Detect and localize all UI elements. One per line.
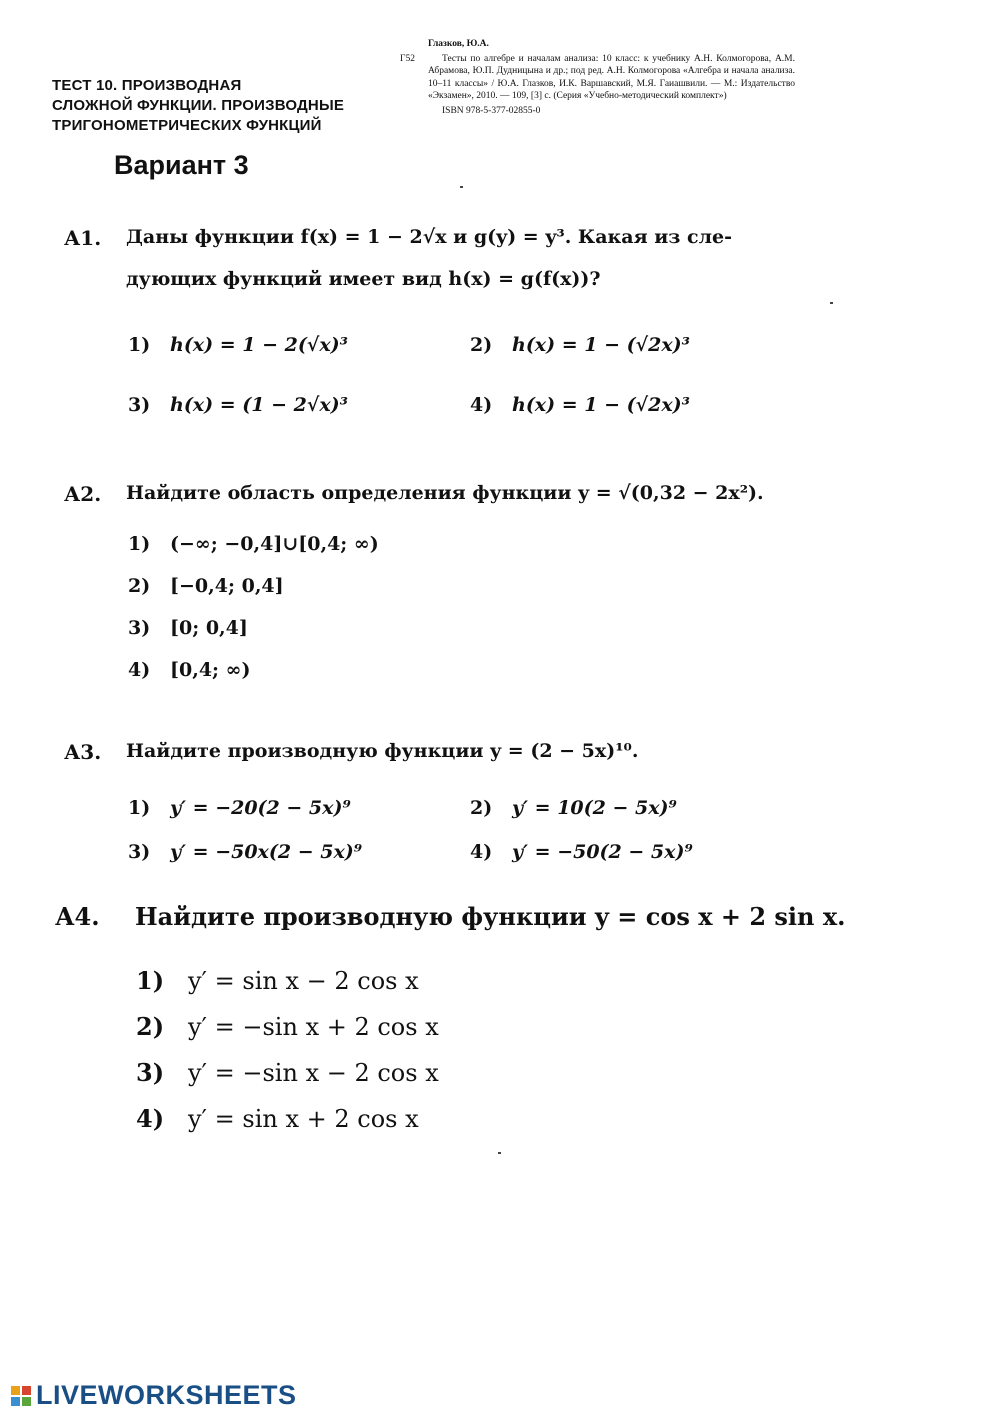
- biblio-isbn: ISBN 978-5-377-02855-0: [442, 105, 541, 116]
- option-number: 4): [128, 659, 151, 681]
- scan-speck: [830, 302, 833, 304]
- answer-option[interactable]: [470, 841, 693, 863]
- biblio-text: Тесты по алгебре и началам анализа: 10 класс: к учебнику А.Н. Колмогорова, А.М. Абрамова, Ю.П. Дудницына и др.; под ред. А.Н. Колмогорова «Алгебра и начала анализа. 10–11 классы» / Ю.А. Глазков, И.К. Варшавский, М.Я. Гаиашвили. — М.: Издательство «Экзамен», 2010. — 109, [3] с. (Серия «Учебно-методический комплект»): [428, 53, 795, 101]
- answer-option[interactable]: [128, 841, 362, 863]
- option-text: y′ = 10(2 − 5x)⁹: [512, 797, 677, 819]
- biblio-code: Г52: [400, 54, 415, 64]
- option-text: y′ = −20(2 − 5x)⁹: [170, 797, 351, 819]
- option-number: 1): [128, 533, 151, 555]
- answer-option[interactable]: [470, 394, 690, 416]
- scan-speck: [460, 186, 463, 188]
- answer-option[interactable]: [128, 575, 284, 597]
- option-text: y′ = −sin x − 2 cos x: [188, 1059, 439, 1087]
- question-text: дующих функций имеет вид h(x) = g(f(x))?: [126, 268, 601, 290]
- option-text: h(x) = (1 − 2√x)³: [170, 394, 348, 416]
- answer-option[interactable]: [128, 394, 348, 416]
- option-text: [0,4; ∞): [170, 659, 251, 681]
- answer-option[interactable]: [470, 334, 690, 356]
- answer-option[interactable]: [128, 659, 251, 681]
- question-text: Найдите производную функции y = cos x + 2 sin x.: [135, 902, 846, 931]
- liveworksheets-logo-icon: [10, 1385, 32, 1407]
- option-number: 4): [470, 841, 493, 863]
- option-number: 2): [136, 1012, 165, 1041]
- option-number: 4): [470, 394, 493, 416]
- answer-option[interactable]: [128, 617, 248, 639]
- option-number: 1): [128, 334, 151, 356]
- option-number: 2): [470, 797, 493, 819]
- option-number: 3): [136, 1058, 165, 1087]
- answer-option[interactable]: [470, 797, 677, 819]
- option-text: h(x) = 1 − 2(√x)³: [170, 334, 348, 356]
- option-number: 1): [128, 797, 151, 819]
- biblio-author: Глазков, Ю.А.: [428, 39, 489, 49]
- question-number: А1.: [64, 226, 102, 250]
- question-number: А3.: [64, 740, 102, 764]
- option-text: y′ = −50x(2 − 5x)⁹: [170, 841, 363, 863]
- option-text: [−0,4; 0,4]: [170, 575, 284, 597]
- option-text: (−∞; −0,4]∪[0,4; ∞): [170, 533, 379, 555]
- option-number: 2): [470, 334, 493, 356]
- brand-name: LIVEWORKSHEETS: [36, 1380, 297, 1410]
- option-number: 3): [128, 617, 151, 639]
- option-text: [0; 0,4]: [170, 617, 248, 639]
- answer-option[interactable]: [136, 1012, 439, 1041]
- liveworksheets-logo[interactable]: [10, 1380, 297, 1411]
- answer-option[interactable]: [128, 334, 348, 356]
- scan-speck: [498, 1152, 501, 1154]
- answer-option[interactable]: [136, 1058, 439, 1087]
- test-title-line: СЛОЖНОЙ ФУНКЦИИ. ПРОИЗВОДНЫЕ: [52, 97, 345, 114]
- bibliographic-record: [400, 38, 795, 117]
- answer-option[interactable]: [128, 533, 379, 555]
- option-number: 3): [128, 841, 151, 863]
- option-number: 1): [136, 966, 165, 995]
- option-number: 2): [128, 575, 151, 597]
- option-text: y′ = sin x + 2 cos x: [188, 1105, 419, 1133]
- question-number: А4.: [55, 902, 100, 931]
- question-text: Найдите область определения функции y = √(0,32 − 2x²).: [126, 482, 764, 504]
- answer-option[interactable]: [136, 1104, 419, 1133]
- option-text: y′ = sin x − 2 cos x: [188, 967, 419, 995]
- option-text: y′ = −sin x + 2 cos x: [188, 1013, 439, 1041]
- option-text: h(x) = 1 − (√2x)³: [512, 334, 690, 356]
- option-number: 3): [128, 394, 151, 416]
- question-text: Даны функции f(x) = 1 − 2√x и g(y) = y³. Какая из сле-: [126, 226, 732, 248]
- option-text: h(x) = 1 − (√2x)³: [512, 394, 690, 416]
- variant-title: Вариант 3: [114, 150, 249, 180]
- option-number: 4): [136, 1104, 165, 1133]
- test-title: [52, 76, 392, 136]
- question-text: Найдите производную функции y = (2 − 5x)¹⁰.: [126, 740, 639, 762]
- test-title-line: ТРИГОНОМЕТРИЧЕСКИХ ФУНКЦИЙ: [52, 117, 322, 134]
- test-title-line: ТЕСТ 10. ПРОИЗВОДНАЯ: [52, 77, 242, 94]
- question-number: А2.: [64, 482, 102, 506]
- answer-option[interactable]: [136, 966, 419, 995]
- option-text: y′ = −50(2 − 5x)⁹: [512, 841, 693, 863]
- answer-option[interactable]: [128, 797, 351, 819]
